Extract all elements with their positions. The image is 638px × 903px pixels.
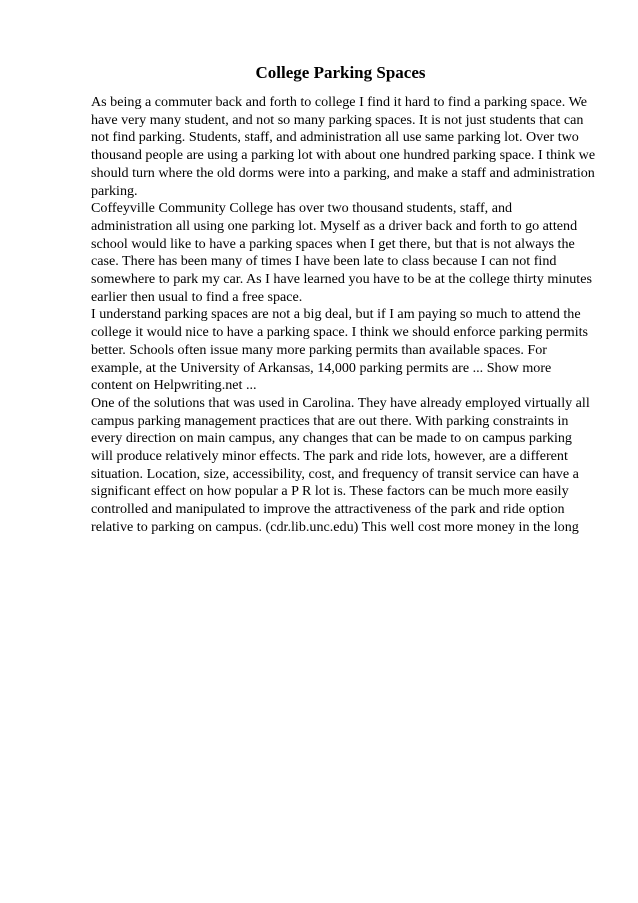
document-body bbox=[91, 94, 596, 537]
paragraph-1: As being a commuter back and forth to college I find it hard to find a parking space. We have very many student, and not so many parking spaces. It is not just students that can not find parking. Students, staff, and administration all use same parking lot. Over two thousand people are using a parking lot with about one hundred parking space. I think we should turn where the old dorms were into a parking, and make a staff and administration parking. bbox=[91, 94, 596, 199]
paragraph-2: Coffeyville Community College has over two thousand students, staff, and administration all using one parking lot. Myself as a driver back and forth to go attend school would like to have a parking spaces when I get there, but that is not always the case. There has been many of times I have been late to class because I can not find somewhere to park my car. As I have learned you have to be at the college thirty minutes earlier then usual to find a free space. bbox=[91, 200, 592, 305]
document-title: College Parking Spaces bbox=[255, 63, 426, 82]
paragraph-4: One of the solutions that was used in Carolina. They have already employed virtually all campus parking management practices that are out there. With parking constraints in every direction on main campus, any changes that can be made to on campus parking will produce relatively minor effects. The park and ride lots, however, are a different situation. Location, size, accessibility, cost, and frequency of transit service can have a significant effect on how popular a P R lot is. These factors can be much more easily controlled and manipulated to improve the attractiveness of the park and ride option relative to parking on campus. (cdr.lib.unc.edu) This well cost more money in the long bbox=[91, 394, 590, 535]
paragraph-3: I understand parking spaces are not a big deal, but if I am paying so much to attend the college it would nice to have a parking space. I think we should enforce parking permits better. Schools often issue many more parking permits than available spaces. For example, at the University of Arkansas, 14,000 parking permits are ... Show more content on Helpwriting.net ... bbox=[91, 306, 589, 394]
